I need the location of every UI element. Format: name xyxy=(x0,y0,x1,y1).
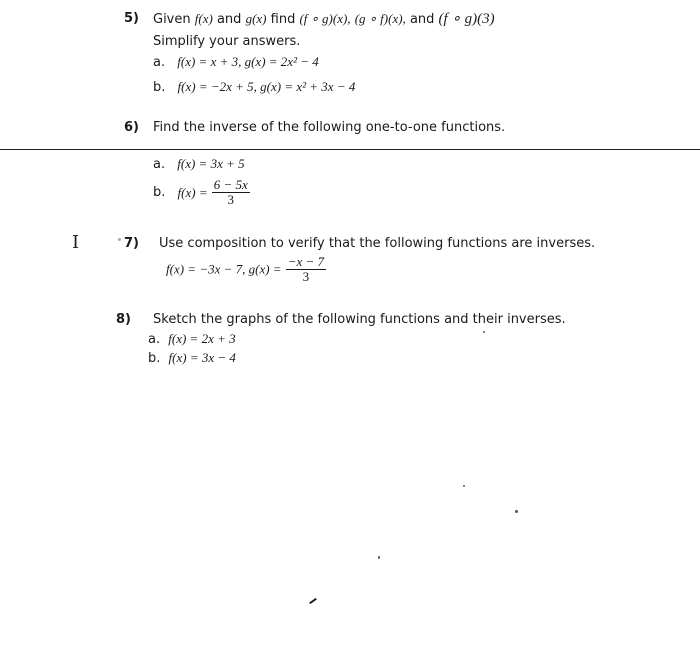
scan-speck xyxy=(483,331,485,333)
problem-5-prompt: Given f(x) and g(x) find (f ∘ g)(x), (g ∘ f)(x), and (f ∘ g)(3) xyxy=(153,11,495,27)
problem-6-part-a: a. f(x) = 3x + 5 xyxy=(153,156,245,172)
problem-7-prompt: Use composition to verify that the following functions are inverses. xyxy=(159,236,596,251)
text-cursor-icon: I xyxy=(72,232,80,253)
problem-5-part-b: b. f(x) = −2x + 5, g(x) = x² + 3x − 4 xyxy=(153,79,356,95)
problem-8-part-a: a. f(x) = 2x + 3 xyxy=(148,331,236,347)
scan-speck xyxy=(463,485,465,487)
problem-8-number: 8) xyxy=(116,312,131,327)
scan-speck xyxy=(378,556,380,559)
problem-6-part-b: b. f(x) = $\frac{6 - 5x}{3}$ xyxy=(153,177,248,207)
page-fold-line xyxy=(0,149,700,150)
fraction: $\frac{6 - 5x}{3}$ xyxy=(213,177,248,207)
scan-speck xyxy=(118,238,121,241)
scan-speck xyxy=(515,510,518,513)
problem-5-number: 5) xyxy=(124,11,139,26)
problem-6-number: 6) xyxy=(124,120,139,135)
scan-mark xyxy=(309,598,317,604)
problem-5-instruction: Simplify your answers. xyxy=(153,34,301,49)
problem-5-part-a: a. f(x) = x + 3, g(x) = 2x² − 4 xyxy=(153,54,319,70)
problem-8-prompt: Sketch the graphs of the following functions and their inverses. xyxy=(153,312,566,327)
problem-7-functions: f(x) = −3x − 7, g(x) = $\frac{-x - 7}{3}$ xyxy=(166,254,325,284)
fraction: $\frac{-x - 7}{3}$ xyxy=(287,254,325,284)
problem-8-part-b: b. f(x) = 3x − 4 xyxy=(148,350,236,366)
problem-7-number: 7) xyxy=(124,236,139,251)
problem-6-prompt: Find the inverse of the following one-to-one functions. xyxy=(153,120,506,135)
